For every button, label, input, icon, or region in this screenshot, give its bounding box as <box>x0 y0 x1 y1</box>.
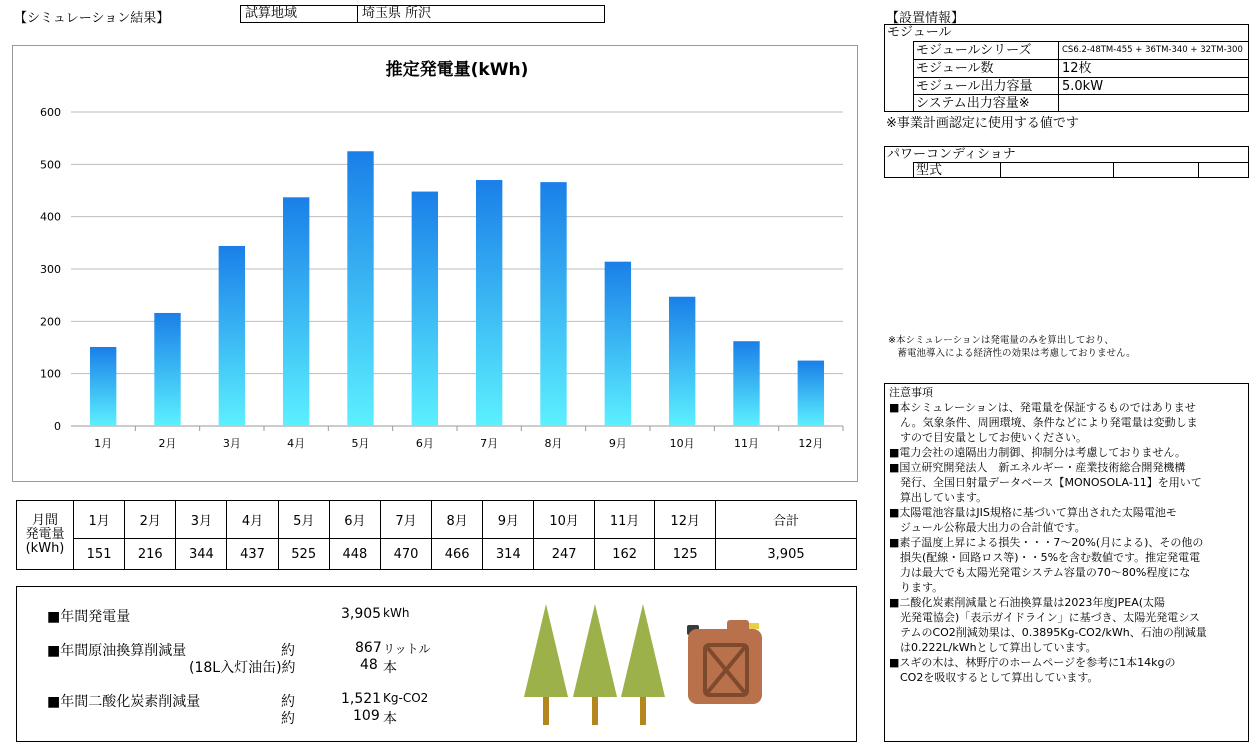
caution-item: ■電力会社の遠隔出力制御、抑制分は考慮しておりません。 <box>889 446 1187 459</box>
module-row-key: モジュール数 <box>913 60 1059 77</box>
tree-icon <box>573 604 617 725</box>
chart-svg <box>13 46 859 483</box>
page-title: 【シミュレーション結果】 <box>14 11 170 26</box>
caution-item: ■素子温度上昇による損失・・・7～20%(月による)、その他の 損失(配線・回路ロス等)・・5%を含む数値です。推定発電電 力は最大でも太陽光発電システム容量の70～80%程度にな ります。 <box>889 536 1204 594</box>
chart-title: 推定発電量(kWh) <box>385 60 529 80</box>
month-header: 12月 <box>655 501 716 539</box>
month-header: 7月 <box>380 501 431 539</box>
x-tick-label: 4月 <box>287 437 306 450</box>
caution-item: ■太陽電池容量はJIS規格に基づいて算出された太陽電池モ ジュール公称最大出力の合計値です。 <box>889 506 1177 534</box>
module-row-value: 5.0kW <box>1062 79 1104 94</box>
month-value: 448 <box>329 539 380 570</box>
caution-item: ■国立研究開発法人 新エネルギー・産業技術総合開発機構 発行、全国日射量データベース【MONOSOLA-11】を用いて 算出しています。 <box>889 461 1202 504</box>
module-info <box>884 24 1249 112</box>
oil-label: ■年間原油換算削減量 <box>47 643 187 659</box>
tree-icon <box>621 604 665 725</box>
region-value: 埼玉県 所沢 <box>362 6 432 21</box>
caution-item: ■スギの木は、林野庁のホームページを参考に1本14kgの CO2を吸収するとして算出しています。 <box>889 656 1176 684</box>
module-row-key: モジュールシリーズ <box>913 42 1059 59</box>
bar <box>798 361 824 426</box>
month-header: 6月 <box>329 501 380 539</box>
module-row <box>913 41 1248 59</box>
annual-generation-value: 3,905 <box>341 606 382 622</box>
tree-approx: 約 <box>281 711 295 727</box>
pc-model-cell <box>1114 163 1199 178</box>
y-tick-label: 0 <box>54 420 61 433</box>
module-row-value: 12枚 <box>1062 61 1092 76</box>
module-header: モジュール <box>887 25 952 40</box>
month-value: 525 <box>278 539 329 570</box>
module-row-value <box>1059 95 1062 112</box>
bar <box>219 246 245 426</box>
x-tick-label: 9月 <box>608 437 627 450</box>
total-header: 合計 <box>716 501 857 539</box>
module-row <box>913 77 1248 95</box>
module-row-key: システム出力容量※ <box>913 95 1059 112</box>
co2-unit: Kg-CO2 <box>383 691 429 705</box>
month-header: 11月 <box>594 501 655 539</box>
x-tick-label: 1月 <box>94 437 113 450</box>
month-header: 4月 <box>227 501 278 539</box>
summary-panel <box>16 586 857 742</box>
pc-model-label: 型式 <box>913 163 1001 178</box>
module-footnote: ※事業計画認定に使用する値です <box>886 116 1079 131</box>
monthly-table <box>16 500 857 570</box>
month-header: 8月 <box>432 501 483 539</box>
y-tick-label: 600 <box>40 106 61 119</box>
bar <box>90 347 116 426</box>
tree-unit: 本 <box>383 711 397 727</box>
can-value: 48 <box>360 657 378 673</box>
month-value: 344 <box>176 539 227 570</box>
co2-label: ■年間二酸化炭素削減量 <box>47 694 201 710</box>
monthly-row-label: 月間 発電量 (kWh) <box>17 501 74 570</box>
calc-scope-note: ※本シミュレーションは発電量のみを算出しており、 蓄電池導入による経済性の効果は考慮しておりません。 <box>888 335 1136 359</box>
module-row <box>913 94 1248 112</box>
month-value: 466 <box>432 539 483 570</box>
x-tick-label: 6月 <box>415 437 434 450</box>
x-tick-label: 3月 <box>222 437 241 450</box>
x-tick-label: 10月 <box>669 437 695 450</box>
month-header: 1月 <box>74 501 125 539</box>
region-label: 試算地域 <box>241 6 358 22</box>
oil-can-icon <box>685 617 765 707</box>
oil-unit: リットル <box>383 642 431 656</box>
y-tick-label: 200 <box>40 315 61 329</box>
caution-item: ■本シミュレーションは、発電量を保証するものではありませ ん。気象条件、周囲環境、条件などにより発電量は変動しま すので目安量としてお使いください。 <box>889 401 1198 444</box>
y-tick-label: 400 <box>40 210 61 224</box>
month-value: 470 <box>380 539 431 570</box>
pc-model-cell <box>1001 163 1114 178</box>
bar <box>733 341 759 426</box>
x-tick-label: 12月 <box>798 437 824 450</box>
x-tick-label: 11月 <box>734 437 759 450</box>
x-tick-label: 5月 <box>351 437 370 450</box>
module-row-value: CS6.2-48TM-455 + 36TM-340 + 32TM-300 <box>1062 45 1243 55</box>
month-value: 437 <box>227 539 278 570</box>
oil-value: 867 <box>355 640 382 656</box>
month-value: 125 <box>655 539 716 570</box>
total-value: 3,905 <box>716 539 857 570</box>
power-conditioner-info <box>884 146 1249 178</box>
x-tick-label: 8月 <box>544 437 563 450</box>
bar <box>605 262 631 426</box>
caution-title: 注意事項 <box>889 386 933 399</box>
can-unit: 本 <box>383 660 397 676</box>
month-header: 10月 <box>534 501 595 539</box>
bar <box>154 313 180 426</box>
bar <box>347 151 373 426</box>
tree-value: 109 <box>353 708 380 724</box>
month-header: 5月 <box>278 501 329 539</box>
can-label: (18L入灯油缶)約 <box>189 660 296 676</box>
caution-item: ■二酸化炭素削減量と石油換算量は2023年度JPEA(太陽 光発電協会)「表示ガイドライン」に基づき、太陽光発電シス テムのCO2削減効果は、0.3895Kg-CO2/kWh、石油の削減量 は0.222L/kWhとして算出しています。 <box>889 596 1207 654</box>
bar <box>412 192 438 426</box>
y-tick-label: 500 <box>40 158 61 172</box>
pc-header: パワーコンディショナ <box>887 147 1016 162</box>
month-header: 9月 <box>483 501 534 539</box>
pc-row <box>913 162 1248 178</box>
tree-icon <box>524 604 568 725</box>
month-header: 2月 <box>125 501 176 539</box>
y-tick-label: 100 <box>40 367 61 381</box>
month-header: 3月 <box>176 501 227 539</box>
generation-chart <box>12 45 858 482</box>
month-value: 247 <box>534 539 595 570</box>
bar <box>283 197 309 426</box>
month-value: 314 <box>483 539 534 570</box>
co2-value: 1,521 <box>341 691 382 707</box>
setup-title: 【設置情報】 <box>886 11 965 26</box>
oil-approx: 約 <box>281 643 295 659</box>
y-tick-label: 300 <box>40 263 61 276</box>
x-tick-label: 2月 <box>158 437 177 450</box>
region-table <box>240 5 605 23</box>
cedar-trees-icon <box>522 599 677 729</box>
month-value: 162 <box>594 539 655 570</box>
bar <box>669 297 695 426</box>
co2-approx: 約 <box>281 694 295 710</box>
annual-generation-label: ■年間発電量 <box>47 609 131 625</box>
caution-panel <box>884 383 1249 742</box>
x-tick-label: 7月 <box>480 437 499 450</box>
bar <box>540 182 566 426</box>
module-row <box>913 59 1248 77</box>
month-value: 151 <box>74 539 125 570</box>
month-value: 216 <box>125 539 176 570</box>
module-row-key: モジュール出力容量 <box>913 78 1059 95</box>
bar <box>476 180 502 426</box>
annual-generation-unit: kWh <box>383 606 410 620</box>
